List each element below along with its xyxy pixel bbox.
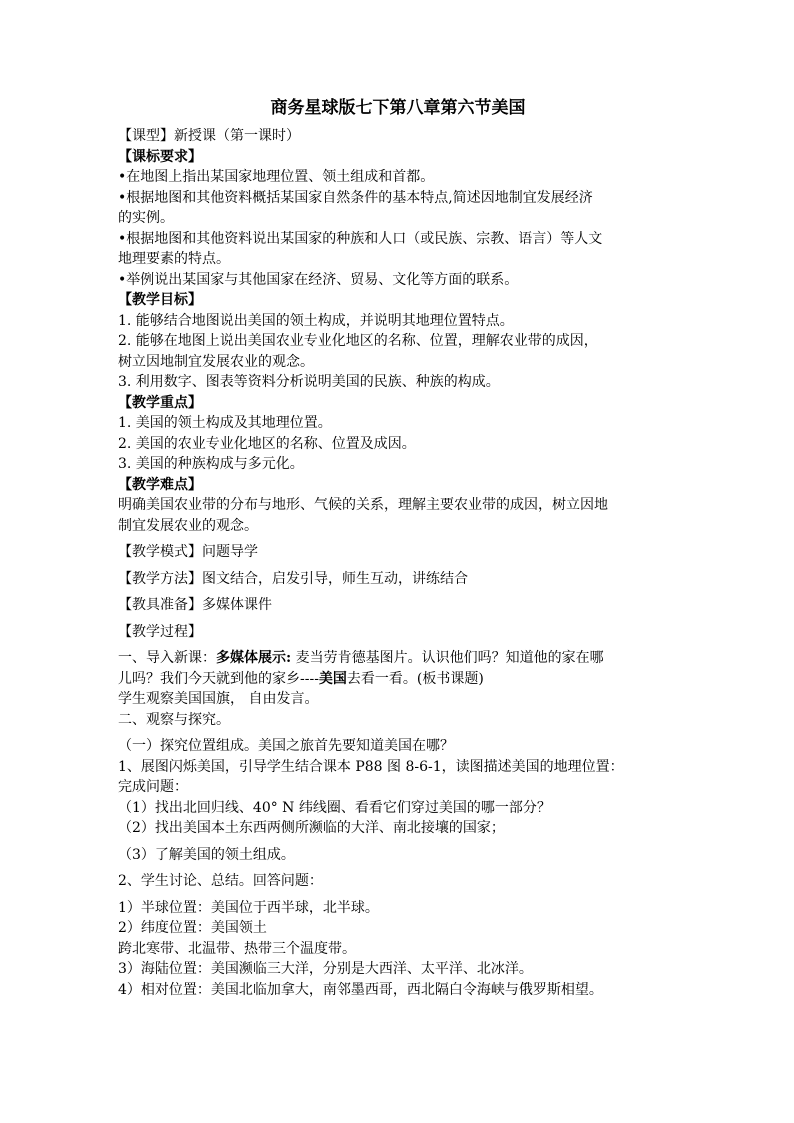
method-value: 图文结合，启发引导，师生互动，讲练结合 (202, 570, 468, 587)
sub-1-heading: （一）探究位置组成。美国之旅首先要知道美国在哪？ (118, 738, 454, 754)
goals-item: 2. 能够在地图上说出美国农业专业化地区的名称、位置，理解农业带的成因， (118, 333, 598, 349)
answer-line: 2）纬度位置：美国领土 (118, 920, 267, 936)
course-type-label: 【课型】 (118, 128, 174, 144)
intro-rest: 麦当劳肯德基图片。认识他们吗？知道他的家在哪 (291, 650, 604, 666)
step-1-line: 1、展图闪烁美国，引导学生结合课本 P88 图 8-6-1，读图描述美国的地理位置： (118, 758, 624, 775)
question-3: （3）了解美国的领土组成。 (118, 846, 295, 863)
standards-item: 地理要素的特点。 (118, 251, 230, 267)
mode-line (118, 542, 678, 563)
standards-item: •根据地图和其他资料概括某国家自然条件的基本特点,简述因地制宜发展经济 (118, 189, 593, 206)
method-label: 【教学方法】 (118, 570, 202, 587)
question-1: （1）找出北回归线、40° N 纬线圈、看看它们穿过美国的哪一部分？ (118, 799, 551, 816)
standards-item: •在地图上指出某国家地理位置、领土组成和首都。 (118, 169, 435, 185)
process-heading: 【教学过程】 (118, 623, 202, 640)
document-page (118, 96, 678, 1000)
difficulties-heading: 【教学难点】 (118, 476, 202, 493)
difficulties-item: 制宜发展农业的观念。 (118, 517, 258, 534)
goals-heading: 【教学目标】 (118, 292, 202, 308)
goals-item: 3. 利用数字、图表等资料分析说明美国的民族、种族的构成。 (118, 374, 500, 390)
answer-line: 1）半球位置：美国位于西半球，北半球。 (118, 899, 379, 916)
course-type-line (118, 126, 678, 147)
method-line (118, 569, 678, 590)
prep-line (118, 595, 678, 616)
standards-item: •根据地图和其他资料说出某国家的种族和人口（或民族、宗教、语言）等人文 (118, 230, 603, 247)
answer-line: 跨北寒带、北温带、热带三个温度带。 (118, 940, 356, 957)
key-points-item: 1. 美国的领土构成及其地理位置。 (118, 415, 332, 431)
intro-line2-bold: 美国 (318, 670, 347, 687)
course-type-value: 新授课（第一课时） (174, 128, 300, 144)
flag-line: 学生观察美国国旗， 自由发言。 (118, 691, 319, 707)
prep-value: 多媒体课件 (202, 597, 272, 613)
standards-item: 的实例。 (118, 210, 174, 226)
question-2: （2）找出美国本土东西两侧所濒临的大洋、南北接壤的国家； (118, 820, 505, 836)
key-points-heading: 【教学重点】 (118, 394, 202, 411)
difficulties-item: 明确美国农业带的分布与地形、气候的关系，理解主要农业带的成因，树立因地 (118, 497, 608, 513)
mode-label: 【教学模式】 (118, 544, 202, 560)
key-points-item: 3. 美国的种族构成与多元化。 (118, 456, 304, 472)
mode-value: 问题导学 (202, 544, 258, 560)
answer-line: 3）海陆位置：美国濒临三大洋，分别是大西洋、太平洋、北冰洋。 (118, 961, 533, 977)
key-points-item: 2. 美国的农业专业化地区的名称、位置及成因。 (118, 435, 416, 452)
intro-line-2 (118, 669, 678, 690)
document-title: 商务星球版七下第八章第六节美国 (270, 98, 526, 118)
intro-prefix: 一、导入新课： (118, 650, 216, 666)
prep-label: 【教具准备】 (118, 597, 202, 613)
intro-line (118, 648, 678, 669)
goals-item: 树立因地制宜发展农业的观念。 (118, 353, 314, 370)
intro-line2-pre: 儿吗？我们今天就到他的家乡---- (118, 670, 319, 687)
step-1-line: 完成问题： (118, 779, 188, 795)
intro-bold: 多媒体展示: (216, 650, 292, 666)
section-2-heading: 二、观察与探究。 (118, 711, 230, 728)
answer-line: 4）相对位置：美国北临加拿大，南邻墨西哥，西北隔白令海峡与俄罗斯相望。 (118, 981, 603, 998)
standards-heading: 【课标要求】 (118, 148, 202, 165)
intro-line2-rest: 去看一看。(板书课题) (346, 670, 484, 687)
goals-item: 1. 能够结合地图说出美国的领土构成，并说明其地理位置特点。 (118, 312, 514, 329)
standards-item: •举例说出某国家与其他国家在经济、贸易、文化等方面的联系。 (118, 271, 519, 288)
step-2-line: 2、学生讨论、总结。回答问题： (118, 873, 323, 889)
